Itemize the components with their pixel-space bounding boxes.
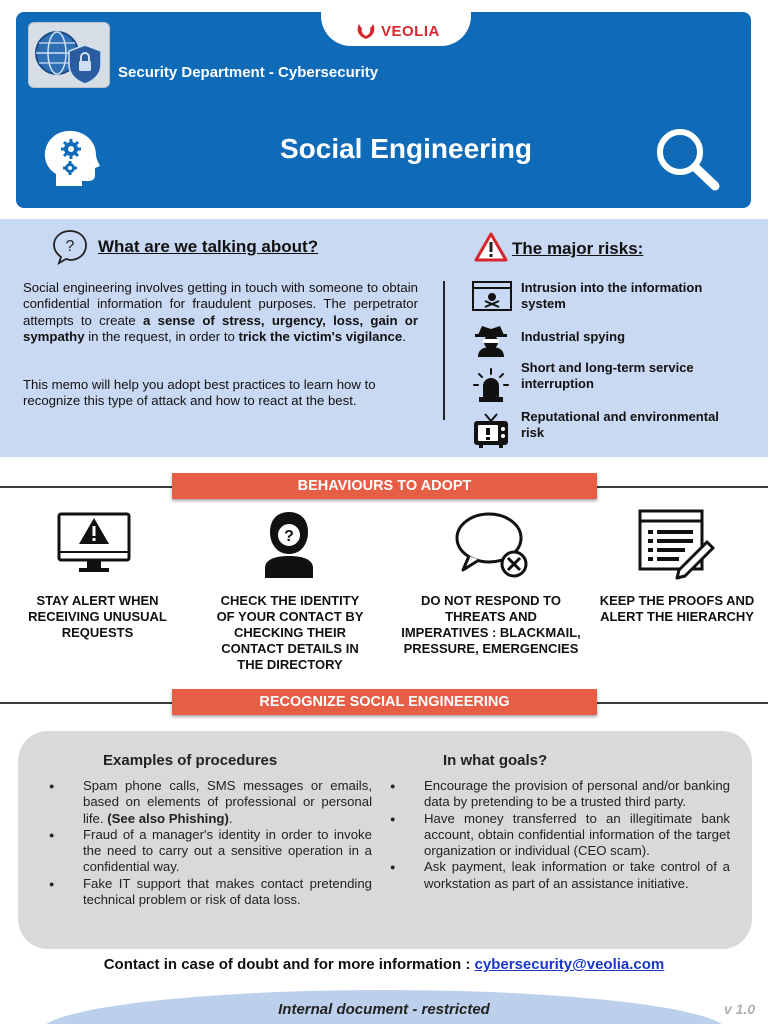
intro-text: in the request, in order to xyxy=(84,328,239,344)
intro-emphasis: trick the victim's vigilance xyxy=(238,328,403,344)
unknown-person-icon xyxy=(262,508,316,578)
speech-bubble-x-icon xyxy=(453,508,533,580)
goals-title: In what goals? xyxy=(443,752,548,769)
list-item: ● Encourage the provision of personal and/or banking data by pretending to be a trusted third party. xyxy=(424,778,730,811)
monitor-warning-icon xyxy=(57,508,131,574)
classification-label: Internal document - restricted xyxy=(278,1001,490,1018)
contact-line xyxy=(0,956,768,973)
document-pen-icon xyxy=(637,508,717,580)
list-item: ● Have money transferred to an illegitimate bank account, obtain confidential information of the target organization or individual (CEO scam). xyxy=(424,811,730,860)
behaviour-label: DO NOT RESPOND TO THREATS AND IMPERATIVES : BLACKMAIL, PRESSURE, EMERGENCIES xyxy=(401,593,581,656)
list-item-text: Spam phone calls, SMS messages or emails, based on elements of professional or personal life. xyxy=(83,778,372,826)
goals-list xyxy=(424,778,730,892)
warning-icon xyxy=(474,232,508,262)
intro-emphasis: a sense of stress, urgency, loss, gain or sympathy xyxy=(23,312,418,344)
procedures-title: Examples of procedures xyxy=(103,752,278,769)
intro-paragraph xyxy=(23,280,418,345)
list-item-text: Fake IT support that makes contact pretending technical problem or risk of data loss. xyxy=(83,875,372,908)
question-bubble-icon xyxy=(52,229,88,265)
intro-title: What are we talking about? xyxy=(98,237,319,256)
intro-text: . xyxy=(402,328,406,344)
risk-item: Reputational and environmental risk xyxy=(521,409,719,440)
behaviour-label: CHECK THE IDENTITY OF YOUR CONTACT BY CHECKING THEIR CONTACT DETAILS IN THE DIRECTORY xyxy=(216,593,364,672)
magnifier-icon xyxy=(653,126,725,192)
intro-section xyxy=(0,219,768,457)
broken-tv-icon xyxy=(472,411,510,449)
version-label: v 1.0 xyxy=(724,1001,756,1017)
list-item: ● Ask payment, leak information or take control of a workstation as part of an assistance initiative. xyxy=(424,859,730,892)
list-item xyxy=(83,876,372,909)
risk-item: Short and long-term service interruption xyxy=(521,360,694,391)
risks-title: The major risks: xyxy=(512,239,644,258)
contact-text: Contact in case of doubt and for more information : xyxy=(103,956,475,973)
svg-text:?: ? xyxy=(284,528,294,545)
behaviour-label: STAY ALERT WHEN RECEIVING UNUSUAL REQUESTS xyxy=(28,593,167,640)
risk-item: Industrial spying xyxy=(521,329,626,344)
hacked-browser-icon xyxy=(472,281,512,311)
brand-logo xyxy=(321,12,471,46)
list-item xyxy=(83,778,372,827)
section-label-recognize: RECOGNIZE SOCIAL ENGINEERING xyxy=(172,689,597,715)
list-item-text: Fraud of a manager's identity in order to invoke the need to carry out a sensitive operation in a confidential way. xyxy=(83,826,372,875)
department-title: Security Department - Cybersecurity xyxy=(118,64,379,81)
recognize-panel xyxy=(18,731,752,949)
intro-paragraph-2: This memo will help you adopt best practices to learn how to recognize this type of attack and how to react at the best. xyxy=(23,377,376,409)
section-label-behaviours: BEHAVIOURS TO ADOPT xyxy=(172,473,597,499)
header-banner xyxy=(16,12,751,208)
list-item-text: . xyxy=(228,810,233,826)
contact-email-link[interactable]: cybersecurity@veolia.com xyxy=(474,956,665,973)
list-item xyxy=(83,827,372,876)
spy-icon xyxy=(472,323,510,357)
risk-item: Intrusion into the information system xyxy=(521,280,703,311)
page-title: Social Engineering xyxy=(279,133,533,164)
intro-text: Social engineering involves getting in touch with someone to obtain confidential information for fraudulent purposes. The perpetrator attempts to create xyxy=(23,280,418,328)
vertical-divider xyxy=(443,281,445,420)
alarm-siren-icon xyxy=(472,367,510,403)
procedures-list xyxy=(83,778,372,908)
see-also-note: (See also Phishing) xyxy=(107,810,229,826)
veolia-logo-icon xyxy=(355,22,377,40)
brand-name: VEOLIA xyxy=(381,23,440,40)
behaviour-label: KEEP THE PROOFS AND ALERT THE HIERARCHY xyxy=(599,593,755,624)
svg-text:?: ? xyxy=(65,238,75,255)
globe-shield-icon xyxy=(28,22,110,88)
